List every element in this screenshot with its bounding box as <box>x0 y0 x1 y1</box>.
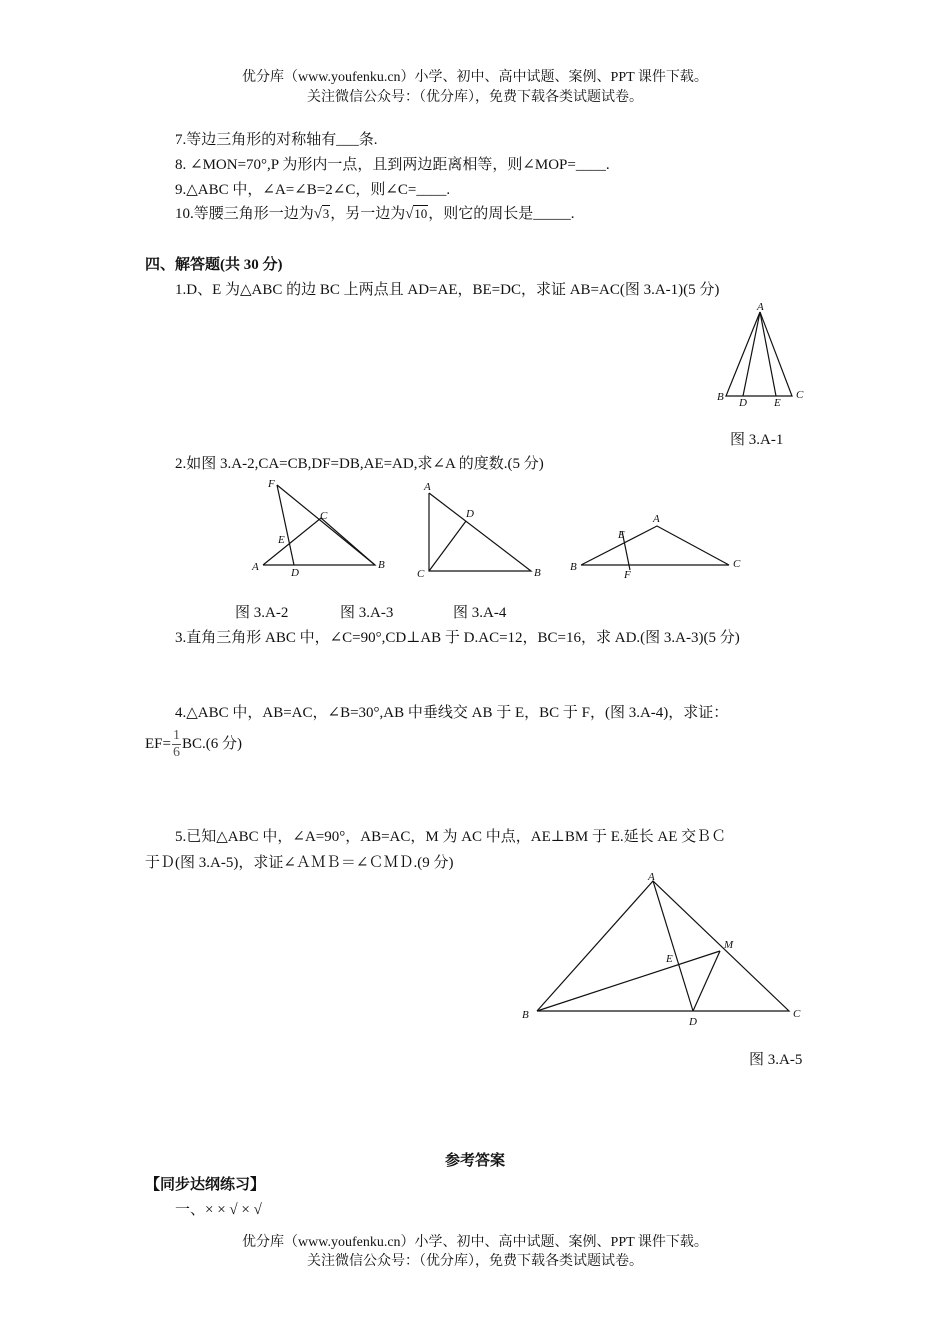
fig4-label-e: E <box>618 529 625 541</box>
fig3-label-c: C <box>417 568 425 580</box>
fig3-label-b: B <box>534 567 541 579</box>
answers-title: 参考答案 <box>444 1153 505 1169</box>
question-3: 3.直角三角形 ABC 中，∠C=90°,CD⊥AB 于 D.AC=12，BC=16，求 AD.(图 3.A-3)(5 分) <box>175 630 740 646</box>
question-4-line-2: EF= $\frac{1}{6}$ BC.(6 分) <box>145 728 242 760</box>
fig5-label-c: C <box>793 1008 801 1020</box>
fig2-label-a: A <box>252 561 259 573</box>
fig4-label-f: F <box>624 569 631 581</box>
fig5-label-e: E <box>666 953 673 965</box>
header-line-2: 关注微信公众号：（优分库），免费下载各类试题试卷。 <box>307 90 643 105</box>
fig3-label-d: D <box>466 508 474 520</box>
figure-3a3 <box>412 475 552 585</box>
fig1-ae <box>760 312 776 396</box>
section-title: 四、解答题(共 30 分) <box>145 257 283 273</box>
fig3-caption: 图 3.A-3 <box>340 605 394 621</box>
fig2-label-c: C <box>320 510 328 522</box>
fig5-label-m: M <box>724 939 734 951</box>
question-4-line-1: 4.△ABC 中，AB=AC，∠B=30°,AB 中垂线交 AB 于 E，BC 于 F，(图 3.A-4)，求证： <box>175 705 729 721</box>
answers-line-1: 一、× × √ × √ <box>175 1202 262 1218</box>
question-2: 2.如图 3.A-2,CA=CB,DF=DB,AE=AD,求∠A 的度数.(5 分) <box>175 456 544 472</box>
question-5-line-2: 于Ｄ(图 3.A-5)，求证∠ＡＭＢ＝∠ＣＭＤ.(9 分) <box>145 855 454 871</box>
answer-blank: ___ <box>336 132 359 148</box>
figure-3a4 <box>565 505 755 585</box>
fig1-ad <box>743 312 760 396</box>
answer-blank: ____ <box>416 182 447 198</box>
fig3-label-a: A <box>424 481 431 493</box>
fig4-caption: 图 3.A-4 <box>453 605 507 621</box>
fig4-label-a: A <box>653 513 660 525</box>
fig5-caption: 图 3.A-5 <box>749 1052 803 1068</box>
footer-line-1: 优分库（www.youfenku.cn）小学、初中、高中试题、案例、PPT 课件下载。 <box>242 1235 708 1250</box>
fig4-outline <box>581 526 729 565</box>
fig3-cd <box>429 521 466 571</box>
answer-blank: ____ <box>575 157 606 173</box>
fig2-label-f: F <box>268 478 275 490</box>
fig5-md <box>693 951 720 1011</box>
question-7: 7.等边三角形的对称轴有___条. <box>175 132 378 148</box>
footer-line-2: 关注微信公众号：（优分库），免费下载各类试题试卷。 <box>307 1254 643 1269</box>
header-line-1: 优分库（www.youfenku.cn）小学、初中、高中试题、案例、PPT 课件下载。 <box>242 70 708 85</box>
fig1-label-a: A <box>757 301 764 313</box>
sqrt-10: √ 10 <box>405 206 428 222</box>
question-1: 1.D、E 为△ABC 的边 BC 上两点且 AD=AE，BE=DC，求证 AB=AC(图 3.A-1)(5 分) <box>175 282 720 298</box>
fig1-label-e: E <box>774 397 781 409</box>
figure-3a1 <box>712 300 812 410</box>
figure-3a5 <box>515 865 815 1035</box>
fig5-label-d: D <box>689 1016 697 1028</box>
fig4-label-b: B <box>570 561 577 573</box>
figure-3a2 <box>248 475 393 585</box>
fig2-label-d: D <box>291 567 299 579</box>
fig5-label-a: A <box>648 871 655 883</box>
fig2-label-b: B <box>378 559 385 571</box>
fraction-one-sixth: $\frac{1}{6}$ <box>172 728 180 760</box>
answers-subtitle: 【同步达纲练习】 <box>145 1177 266 1193</box>
sqrt-3: √ 3 <box>313 206 330 222</box>
question-5-line-1: 5.已知△ABC 中，∠A=90°，AB=AC，M 为 AC 中点，AE⊥BM 于 E.延长 AE 交ＢＣ <box>175 829 727 845</box>
fig4-label-c: C <box>733 558 741 570</box>
fig1-label-b: B <box>717 391 724 403</box>
fig2-caption: 图 3.A-2 <box>235 605 289 621</box>
fig3-outline <box>429 493 531 571</box>
fig2-label-e: E <box>278 534 285 546</box>
question-8: 8. ∠MON=70°,P 为形内一点，且到两边距离相等，则∠MOP=____. <box>175 157 610 173</box>
fig1-outline <box>726 312 792 396</box>
question-10: 10.等腰三角形一边为 √ 3，另一边为 √ 10，则它的周长是_____. <box>175 206 575 222</box>
answer-blank: _____ <box>533 206 571 222</box>
fig1-caption: 图 3.A-1 <box>730 432 784 448</box>
fig1-label-d: D <box>739 397 747 409</box>
question-9: 9.△ABC 中，∠A=∠B=2∠C，则∠C=____. <box>175 182 451 198</box>
fig5-label-b: B <box>522 1009 529 1021</box>
fig5-outline <box>537 881 789 1011</box>
fig1-label-c: C <box>796 389 804 401</box>
